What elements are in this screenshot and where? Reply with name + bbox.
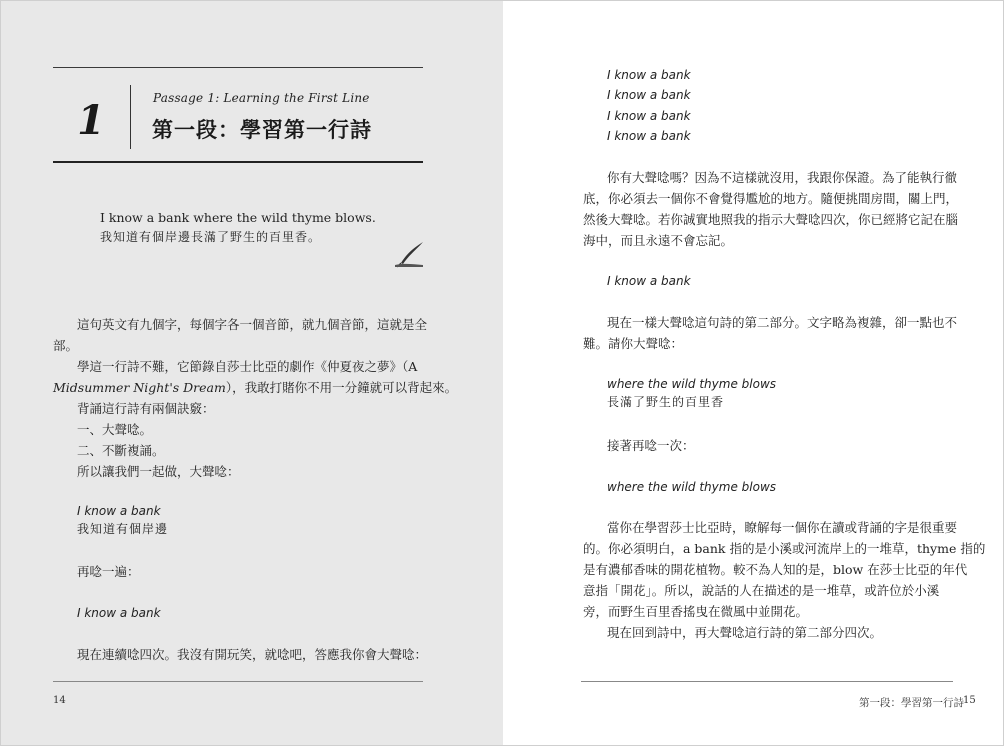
para2-line2	[53, 377, 457, 398]
r-para4-line3: 是有濃郁香味的開花植物。較不為人知的是，blow 在莎士比亞的年代	[583, 562, 968, 577]
verse1-zh: 我知道有個岸邊	[77, 522, 169, 536]
left-page	[1, 1, 503, 745]
verse1-en: I know a bank	[77, 504, 161, 518]
chapter-number: 1	[77, 97, 105, 144]
footer-rule-right	[581, 681, 953, 682]
chapter-title-en: Passage 1: Learning the First Line	[153, 91, 370, 105]
verse4-en: where the wild thyme blows	[607, 377, 777, 391]
verse-repeat-4: I know a bank	[607, 129, 691, 143]
verse3-en: I know a bank	[607, 274, 691, 288]
verse2-en: I know a bank	[77, 606, 161, 620]
para4: 所以讓我們一起做，大聲唸：	[77, 464, 240, 479]
r-para4-line1: 當你在學習莎士比亞時，瞭解每一個你在讀或背誦的字是很重要	[607, 520, 958, 535]
tip-1: 一、大聲唸。	[77, 422, 153, 437]
running-header: 第一段：學習第一行詩	[859, 697, 964, 709]
para5: 再唸一遍：	[77, 564, 140, 579]
page-number-right: 15	[963, 695, 976, 706]
verse4-zh: 長滿了野生的百里香	[607, 395, 725, 409]
r-para4-line4: 意指「開花」。所以，說話的人在描述的是一堆草，或許位於小溪	[583, 583, 940, 598]
para1-line1: 這句英文有九個字，每個字各一個音節，就九個音節，這就是全	[77, 317, 428, 332]
verse-repeat-3: I know a bank	[607, 109, 691, 123]
r-para3: 接著再唸一次：	[607, 438, 695, 453]
chapter-title-zh: 第一段：學習第一行詩	[152, 117, 372, 142]
para1-line2: 部。	[53, 338, 79, 353]
para2-line2-rest: ），我敢打賭你不用一分鐘就可以背起來。	[225, 380, 458, 395]
r-para1-line2: 底，你必須去一個你不會覺得尷尬的地方。隨便挑間房間，關上門，	[583, 191, 959, 206]
r-para4-line2: 的。你必須明白，a bank 指的是小溪或河流岸上的一堆草，thyme 指的	[583, 541, 986, 556]
para3: 背誦這行詩有兩個訣竅：	[77, 401, 215, 416]
chapter-divider	[130, 85, 131, 149]
verse5-en: where the wild thyme blows	[607, 480, 777, 494]
verse-repeat-1: I know a bank	[607, 68, 691, 82]
para2-line1: 學這一行詩不難，它節錄自莎士比亞的劇作《仲夏夜之夢》（A	[77, 359, 418, 374]
header-rule-bottom	[53, 161, 423, 163]
play-title-italic: Midsummer Night's Dream	[53, 380, 226, 395]
header-rule-top	[53, 67, 423, 68]
r-para2-line1: 現在一樣大聲唸這句詩的第二部分。文字略為複雜，卻一點也不	[607, 315, 958, 330]
epigraph-zh: 我知道有個岸邊長滿了野生的百里香。	[100, 230, 322, 244]
r-para5: 現在回到詩中，再大聲唸這行詩的第二部分四次。	[607, 625, 883, 640]
page-number-left: 14	[53, 695, 66, 706]
footer-rule	[53, 681, 423, 682]
r-para2-line2: 難。請你大聲唸：	[583, 336, 684, 351]
r-para1-line3: 然後大聲唸。若你誠實地照我的指示大聲唸四次，你已經將它記在腦	[583, 212, 959, 227]
r-para4-line5: 旁，而野生百里香搖曳在微風中並開花。	[583, 604, 809, 619]
tip-2: 二、不斷複誦。	[77, 443, 165, 458]
epigraph-en: I know a bank where the wild thyme blows.	[100, 210, 376, 225]
verse-repeat-2: I know a bank	[607, 88, 691, 102]
r-para1-line1: 你有大聲唸嗎？因為不這樣就沒用，我跟你保證。為了能執行徹	[607, 170, 958, 185]
para6: 現在連續唸四次。我沒有開玩笑，就唸吧，答應我你會大聲唸：	[77, 647, 428, 662]
right-page	[503, 1, 1003, 745]
quill-pen-icon	[393, 241, 425, 269]
r-para1-line4: 海中，而且永遠不會忘記。	[583, 233, 734, 248]
